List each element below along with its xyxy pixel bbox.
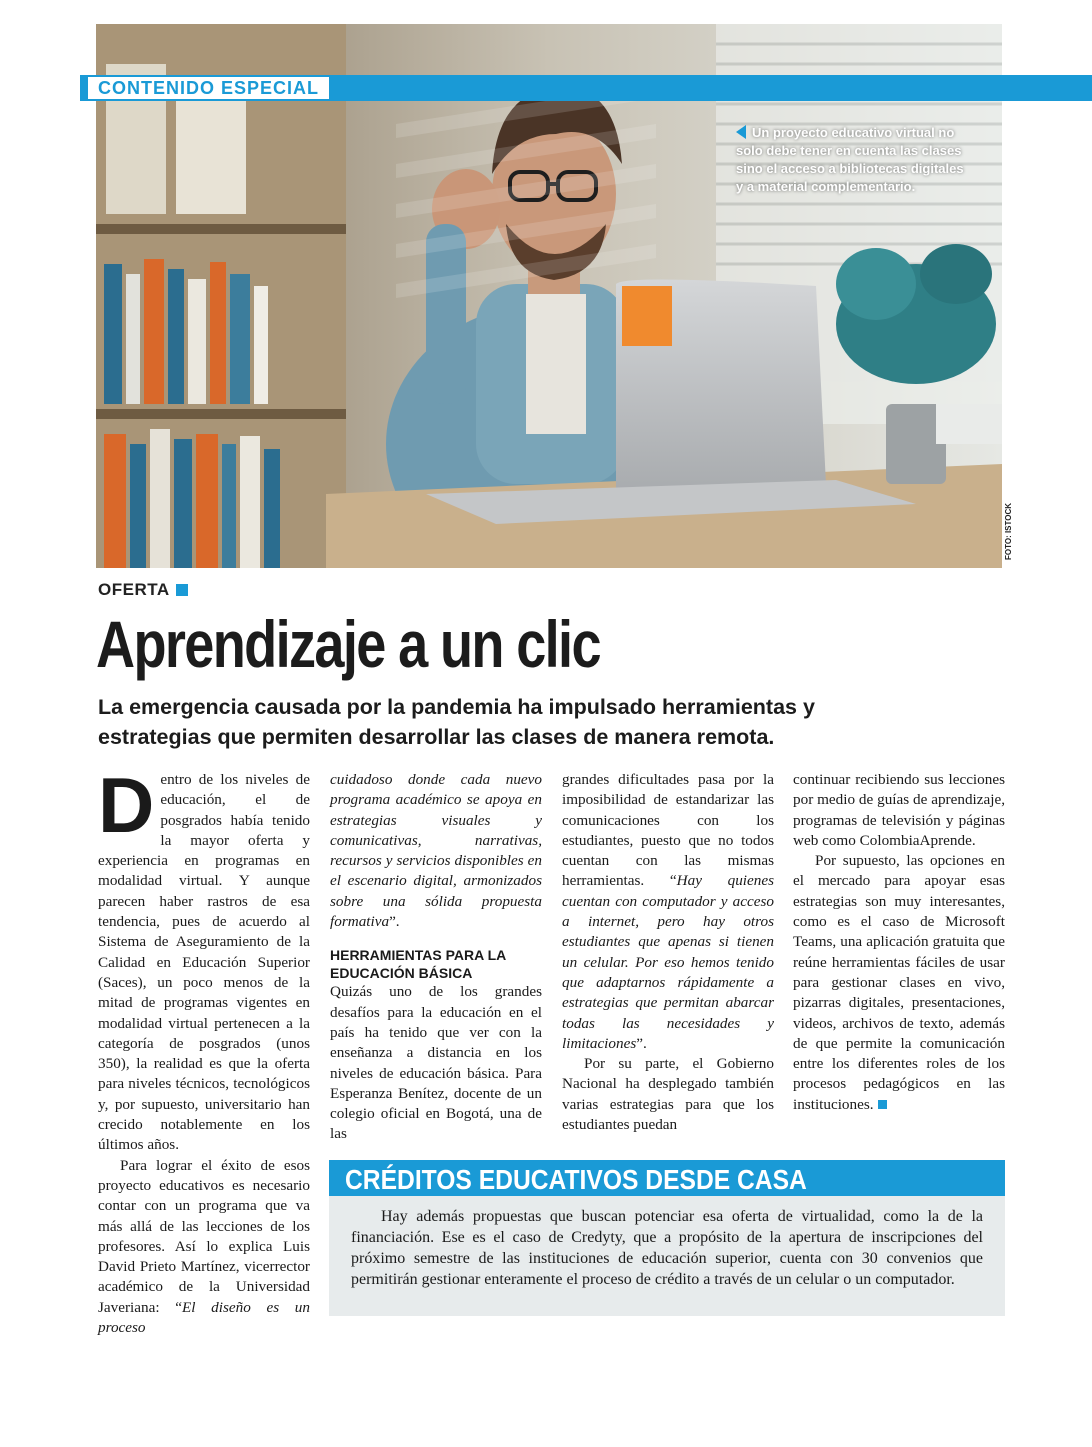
sidebar-box: [329, 1160, 1005, 1316]
drop-cap: D: [98, 761, 155, 849]
hero-photo: [96, 24, 1002, 568]
paragraph: [793, 851, 1005, 1115]
body-column-4: [793, 770, 1005, 1115]
deck: La emergencia causada por la pandemia ha impulsado herramientas y estrategias que permiten desarrollar las clases de manera remota.: [98, 695, 815, 749]
paragraph-text: entro de los niveles de educación, el de posgrados había tenido la mayor oferta y experiencia en programas en modalidad virtual. Y aunque parecen haber rastros de esa tendencia, pues de acuerdo al Sistema de Aseguramiento de la Calidad en Educación Superior (Saces), un poco menos de la mitad de programas vigentes en modalidad virtual pertenecen a la categoría de posgrados (unos 350), la realidad es que la oferta para niveles técnicos, tecnológicos y, por supuesto, universitario han crecido notablemente en los últimos años.: [98, 771, 310, 1154]
quote-text: El diseño es un proceso: [98, 1298, 310, 1337]
sidebar-header: [329, 1160, 1005, 1196]
paragraph: continuar recibiendo sus lecciones por medio de guías de aprendizaje, programas de televisión y páginas web como ColombiaAprende.: [793, 771, 1005, 849]
photo-credit: FOTO: ISTOCK: [1004, 502, 1013, 560]
subhead: HERRAMIENTAS PARA LA EDUCACIÓN BÁSICA: [330, 947, 506, 982]
kicker-text: OFERTA: [98, 580, 170, 599]
quote-text: cuidadoso donde cada nuevo programa académico se apoya en estrategias visuales y comunicativas, narrativas, recursos y servicios disponibles en el escenario digital, armonizados sobre una sólida propuesta formativa: [330, 771, 542, 931]
paragraph: Quizás uno de los grandes desafíos para la educación en el país ha tenido que ver con la enseñanza a distancia en los niveles de educación básica. Para Esperanza Benítez, docente de un colegio oficial en Bogotá, una de las: [330, 983, 542, 1143]
sidebar-text: Hay además propuestas que buscan potenciar esa oferta de virtualidad, como la de la financiación. Ese es el caso de Credyty, que a propósito de la apertura de inscripciones del próximo semestre de las instituciones de educación superior, cuenta con 30 convenios que permitirán gestionar enteramente el proceso de crédito a través de un celular o un computador.: [351, 1208, 983, 1288]
caption-arrow-icon: [736, 125, 746, 139]
paragraph-text: grandes dificultades pasa por la imposibilidad de estandarizar las comunicaciones con los estudiantes, puesto que no todos cuentan con las mismas herramientas. “: [562, 771, 774, 890]
body-column-3: [562, 770, 774, 1135]
quote-close: ”.: [389, 913, 400, 931]
section-label: CONTENIDO ESPECIAL: [88, 77, 329, 99]
body-column-1: [98, 761, 310, 1338]
quote-close: ”.: [636, 1034, 647, 1052]
body-column-2: [330, 770, 542, 1145]
sidebar-title: CRÉDITOS EDUCATIVOS DESDE CASA: [345, 1164, 807, 1195]
paragraph: [562, 770, 774, 1054]
headline: Aprendizaje a un clic: [96, 607, 600, 681]
hero-photo-illustration: [96, 24, 1002, 568]
paragraph-text: Para lograr el éxito de esos proyecto educativos es necesario contar con un programa que va más allá de las lecciones de los profesores. Así lo explica Luis David Prieto Martínez, vicerrector académico de la Universidad Javeriana: “: [98, 1156, 310, 1316]
paragraph: Por su parte, el Gobierno Nacional ha desplegado también varias estrategias para que los estudiantes puedan: [562, 1055, 774, 1134]
paragraph: [330, 770, 542, 932]
end-mark-icon: [878, 1100, 887, 1109]
paragraph: [98, 1156, 310, 1339]
photo-caption: [736, 124, 966, 196]
quote-text: Hay quienes cuentan con computador y acceso a internet, pero hay otros estudiantes que apenas si tienen un celular. Por eso hemos tenido que adaptarnos rápidamente a estrategias que permitan abarcar todas las necesidades y limitaciones: [562, 872, 775, 1052]
paragraph-text: Por supuesto, las opciones en el mercado para apoyar esas estrategias son muy interesantes, como es el caso de Microsoft Teams, una aplicación gratuita que reúne herramientas fáciles de usar para gestionar clases en vivo, pizarras digitales, presentaciones, videos, archivos de texto, además de que permite la comunicación entre los diferentes roles de los procesos pedagógicos en las instituciones.: [793, 852, 1005, 1113]
paragraph: [98, 761, 310, 1156]
kicker: [98, 580, 188, 600]
sidebar-body: [329, 1196, 1005, 1316]
photo-caption-text: Un proyecto educativo virtual no solo debe tener en cuenta las clases sino el acceso a bibliotecas digitales y a material complementario.: [736, 125, 964, 194]
kicker-square-icon: [176, 584, 188, 596]
